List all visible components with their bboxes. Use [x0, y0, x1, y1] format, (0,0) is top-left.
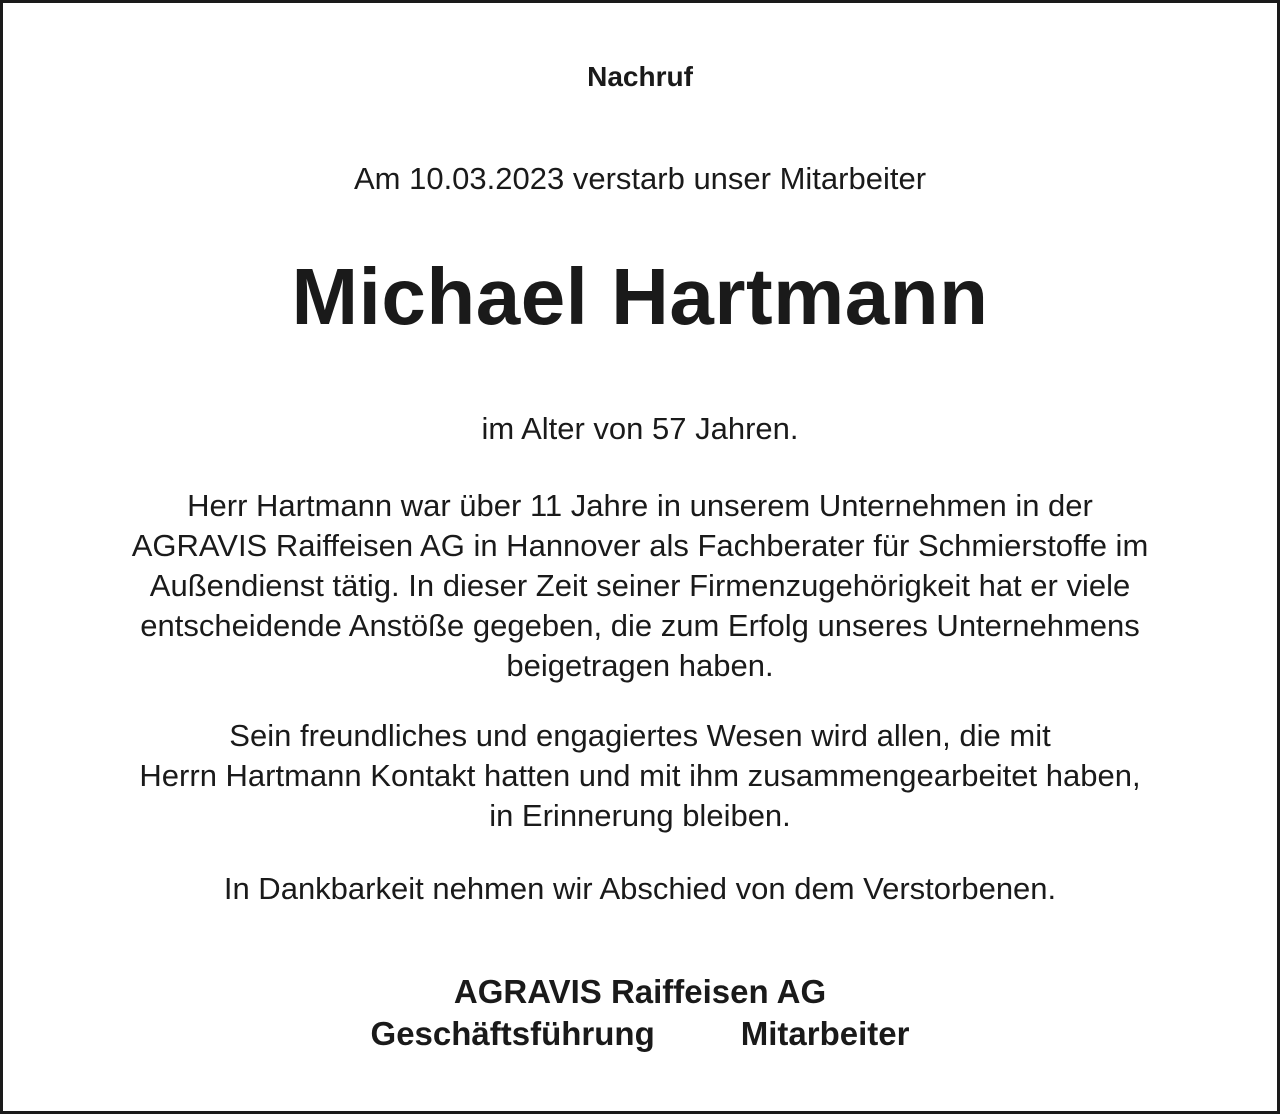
age-text: im Alter von 57 Jahren. — [481, 411, 799, 446]
paragraph-line: Herr Hartmann war über 11 Jahre in unserem Unternehmen in der — [187, 488, 1093, 523]
paragraph-line: Außendienst tätig. In dieser Zeit seiner Firmenzugehörigkeit hat er viele — [149, 568, 1131, 603]
paragraph-line: AGRAVIS Raiffeisen AG in Hannover als Fachberater für Schmierstoffe im — [131, 528, 1149, 563]
paragraph-line: Sein freundliches und engagiertes Wesen wird allen, die mit — [229, 718, 1051, 753]
intro-text: Am 10.03.2023 verstarb unser Mitarbeiter — [353, 161, 927, 196]
remembrance-paragraph — [3, 716, 1277, 836]
signature-company: AGRAVIS Raiffeisen AG — [453, 973, 827, 1010]
tribute-paragraph — [3, 486, 1277, 686]
notice-heading: Nachruf — [587, 61, 693, 92]
paragraph-line: in Erinnerung bleiben. — [489, 798, 791, 833]
signature-employees: Mitarbeiter — [740, 1015, 910, 1052]
signature-spacer — [655, 1015, 741, 1053]
signature-row — [3, 1015, 1277, 1053]
signature-management: Geschäftsführung — [370, 1015, 655, 1052]
paragraph-line: entscheidende Anstöße gegeben, die zum Erfolg unseres Unternehmens — [140, 608, 1140, 643]
paragraph-line: Herrn Hartmann Kontakt hatten und mit ihm zusammengearbeitet haben, — [139, 758, 1141, 793]
paragraph-line: beigetragen haben. — [506, 648, 774, 683]
closing-text: In Dankbarkeit nehmen wir Abschied von dem Verstorbenen. — [223, 871, 1057, 906]
deceased-name: Michael Hartmann — [291, 252, 989, 341]
